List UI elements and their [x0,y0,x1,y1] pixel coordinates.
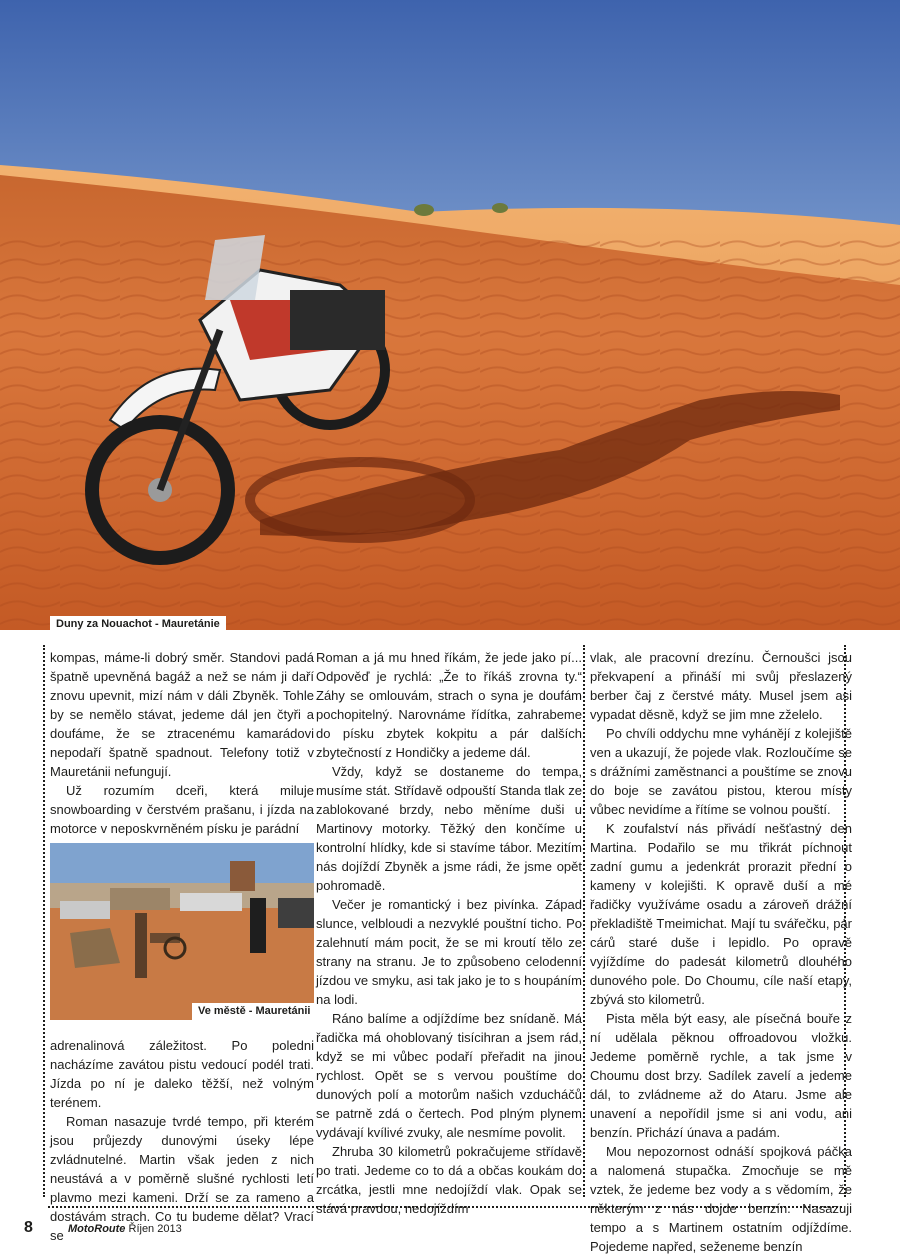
paragraph: Po chvíli oddychu mne vyhánějí z kolejiště ven a ukazují, že pojede vlak. Rozloučíme se s drážními zaměstnanci a pouštíme se znovu do boje se zavátou pistou, kterou místy vůbec nevidíme a řítíme se volnou pouští. [590,726,852,817]
column-divider [583,645,585,1197]
page-number: 8 [24,1219,33,1236]
paragraph: Roman nasazuje tvrdé tempo, při kterém jsou průjezdy dunovými úseky lépe zvládnutelné. Martin však jeden z nich neustává a v poměrně slušné rychlosti letí plavmo mezi kameni. Drží se za rameno a dostávám strach. Co tu budeme dělat? Vrací se [50,1114,314,1243]
paragraph: vlak, ale pracovní drezínu. Černoušci jsou překvapení a přináší mi svůj přeslazený berber čaj z čerstvé máty. Musel jsem asi vypadat děsně, když se jim mne zželelo. [590,650,852,722]
magazine-name: MotoRoute [68,1223,126,1235]
issue-date: Říjen 2013 [125,1223,182,1235]
column-divider [43,645,45,1197]
paragraph: kompas, máme-li dobrý směr. Standovi padá špatně upevněná bagáž a než se nám ji daří znovu upevnit, mizí nám v dáli Zbyněk. Tohle by se nemělo stávat, jedeme dál jen čtyři a doufáme, že se ztracenému kamarádovi nepodaří špatně spadnout. Telefony totiž v Mauretánii nefungují. [50,650,314,779]
paragraph: Večer je romantický i bez pivínka. Západ slunce, velbloudi a nezvyklé pouštní ticho. Po zalehnutí mám pocit, že se mi kroutí tělo ze strany na stranu. Je to způsobeno celodenní jízdou ve smyku, asi tak jako je to s houpáním na lodi. [316,897,582,1007]
paragraph: Zhruba 30 kilometrů pokračujeme střídavě po trati. Jedeme co to dá a občas koukám do zrcátka, jestli mne nedojíždí vlak. Opak se stává pravdou, nedojíždím [316,1144,582,1216]
hero-caption: Duny za Nouachot - Mauretánie [50,616,226,632]
text-column-3 [590,648,852,1254]
inline-caption: Ve městě - Mauretánii [192,1003,317,1020]
paragraph: Pista měla být easy, ale písečná bouře z ní udělala pěknou offroadovou vložku. Jedeme poměrně rychle, a tak jsme v Choumu dost brzy. Sadílek zavelí a jedeme dál, to zvládneme až do Ataru. Jsme ale unavení a nepořídil jsme si ani vodu, ani benzín. Přichází únava a padám. [590,1011,852,1140]
column-divider [844,645,846,1197]
column-1-top-text [50,648,314,838]
paragraph: Roman a já mu hned říkám, že jede jako pí... Odpověď je rychlá: „Že to říkáš zrovna ty.“ Záhy se omlouvám, strach o syna je doufám pochopitelný. Narovnáme řídítka, zahrabeme do písku zbytek kokpitu a pár dalších zbytečností z Hondičky a jedeme dál. [316,650,582,760]
paragraph: adrenalinová záležitost. Po poledni nacházíme zavátou pistu vedoucí podél trati. Jízda po ní je daleko těžší, než volným terénem. [50,1038,314,1110]
paragraph: Už rozumím dceři, která miluje snowboarding v čerstvém prašanu, i jízda na motorce v neposkvrněném písku je parádní [50,783,314,836]
paragraph: Vždy, když se dostaneme do tempa, musíme stát. Střídavě odpouští Standa tlak ze zablokované brzdy, nebo měníme duši u Martinovy motorky. Těžký den končíme u kontrolní hlídky, kde si stavíme tábor. Mezitím nás dojíždí Zbyněk a jsme rádi, že jsme opět pohromadě. [316,764,582,893]
footer-divider [48,1206,842,1208]
footer-brand [68,1222,182,1236]
paragraph: K zoufalství nás přivádí nešťastný den Martina. Podařilo se mu třikrát píchnout zadní gumu a jedenkrát prorazit přední o kameny v kolejišti. K opravě duší a mé řadičky využíváme osadu a zároveň drážní překladiště Tmeimichat. Mají tu svářečku, pár cárů staré duše i lepidlo. Po opravě vyjíždíme do padesát kilometrů dlouhého dunového pole. Do Choumu, cíle naší etapy, zbývá sto kilometrů. [590,821,852,1007]
paragraph: Ráno balíme a odjíždíme bez snídaně. Má řadička má ohoblovaný tisícihran a jsem rád, když se mi vůbec podaří přeřadit na jinou rychlost. Opět se s vervou pouštíme do dunových polí a motorům našich vzducháčů se patrně zdá o čertech. Pod plným plynem vydávají kvílivé zvuky, ale nesmíme povolit. [316,1011,582,1140]
paragraph: Mou nepozornost odnáší spojková páčka a nalomená stupačka. Zmocňuje se mě vztek, že jedeme bez vody a s vědomím, že některým z nás dojde benzín. Nasazuji tempo a s Martinem ostatním odjíždíme. Pojedeme napřed, seženeme benzín [590,1144,852,1254]
text-column-2 [316,648,582,1216]
column-1-bottom-text [50,1036,314,1245]
